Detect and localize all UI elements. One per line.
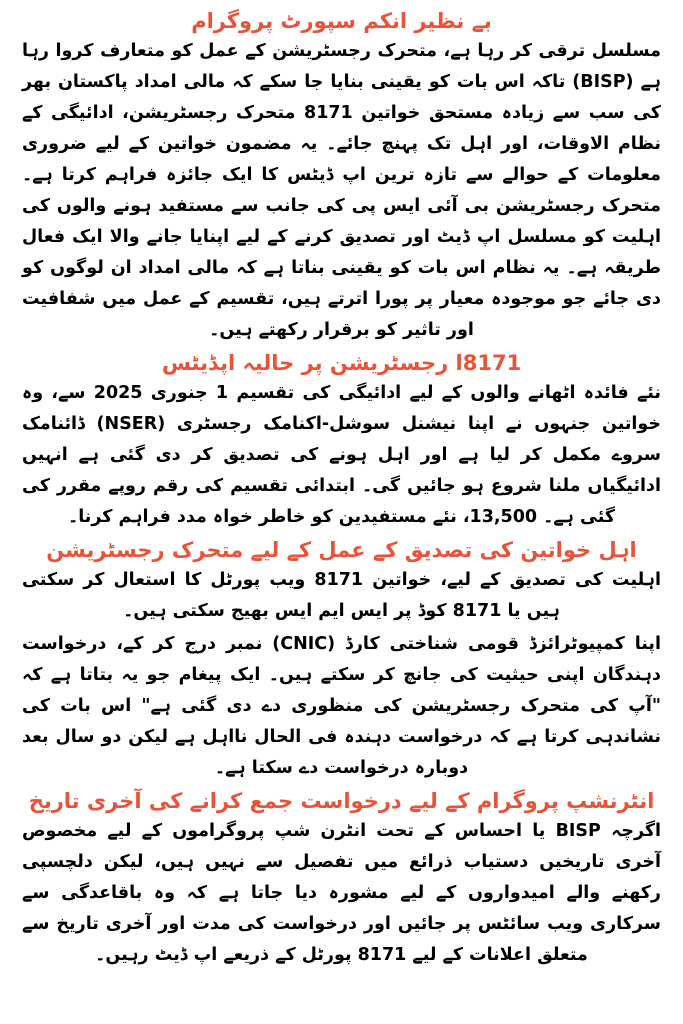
section-heading-bisp: بے نظیر انکم سپورٹ پروگرام	[191, 9, 492, 33]
paragraph-cnic-status: اپنا کمپیوٹرائزڈ قومی شناختی کارڈ (CNIC) نمبر درج کر کے، درخواست دہندگان اپنی حیثیت کی جانچ کر سکتے ہیں۔ ایک پیغام جو یہ بتاتا ہے کہ "آپ کی متحرک رجسٹریشن کی منظوری دے دی گئی ہے" اس بات کی نشاندہی کرتا ہے کہ درخواست دہندہ فی الحال نااہل ہے لیکن دو سال بعد دوبارہ درخواست دے سکتا ہے۔	[22, 634, 661, 778]
paragraph-payment-distribution: نئے فائدہ اٹھانے والوں کے لیے ادائیگی کی تقسیم 1 جنوری 2025 سے، وہ خواتین جنہوں نے اپنا نیشنل سوشل-اکنامک رجسٹری (NSER) ڈائنامک سروے مکمل کر لیا ہے اور اہل ہونے کی تصدیق کر دی گئی ہے انہیں ادائیگیاں ملنا شروع ہو جائیں گی۔ ابتدائی تقسیم کی رقم روپے مقرر کی گئی ہے۔ 13,500، نئے مستفیدین کو خاطر خواہ مدد فراہم کرنا۔	[22, 383, 661, 527]
paragraph-internship-info: اگرچہ BISP یا احساس کے تحت انٹرن شپ پروگراموں کے لیے مخصوص آخری تاریخیں دستیاب ذرائع میں تفصیل سے نہیں ہیں، لیکن دلچسپی رکھنے والے امیدواروں کے لیے مشورہ دیا جاتا ہے کہ وہ باقاعدگی سے سرکاری ویب سائٹس پر جائیں اور درخواست کی مدت اور آخری تاریخ سے متعلق اعلانات کے لیے 8171 پورٹل کے ذریعے اپ ڈیٹ رہیں۔	[22, 821, 662, 965]
paragraph-intro: مسلسل ترقی کر رہا ہے، متحرک رجسٹریشن کے عمل کو متعارف کروا رہا ہے (BISP) تاکہ اس بات کو یقینی بنایا جا سکے کہ مالی امداد پاکستان بھر کی سب سے زیادہ مستحق خواتین 8171 متحرک رجسٹریشن، ادائیگی کے نظام الاوقات، اور اہل تک پہنچ جائے۔ یہ مضمون خواتین کے لیے ضروری معلومات کے حوالے سے تازہ ترین اپ ڈیٹس کا ایک جائزہ فراہم کرتا ہے۔ متحرک رجسٹریشن بی آئی ایس پی کی جانب سے مستفید ہونے والوں کی اہلیت کو مسلسل اپ ڈیٹ اور تصدیق کرنے کے لیے اپنایا جانے والا ایک فعال طریقہ ہے۔ یہ نظام اس بات کو یقینی بناتا ہے کہ مالی امداد ان لوگوں کو دی جائے جو موجودہ معیار پر پورا اترتے ہیں، تقسیم کے عمل میں شفافیت اور تاثیر کو برقرار رکھتے ہیں۔	[22, 41, 661, 340]
paragraph-eligibility-check: اہلیت کی تصدیق کے لیے، خواتین 8171 ویب پورٹل کا استعال کر سکتی ہیں یا 8171 کوڈ پر ایس ایم ایس بھیج سکتی ہیں۔	[22, 570, 661, 621]
section-heading-eligibility-verification: اہل خواتین کی تصدیق کے عمل کے لیے متحرک رجسٹریشن	[46, 538, 637, 562]
section-heading-recent-updates: 8171ا رجسٹریشن پر حالیہ اپڈیٹس	[161, 351, 522, 375]
section-heading-internship-deadline: انٹرنشپ پروگرام کے لیے درخواست جمع کرانے کی آخری تاریخ	[28, 789, 655, 813]
